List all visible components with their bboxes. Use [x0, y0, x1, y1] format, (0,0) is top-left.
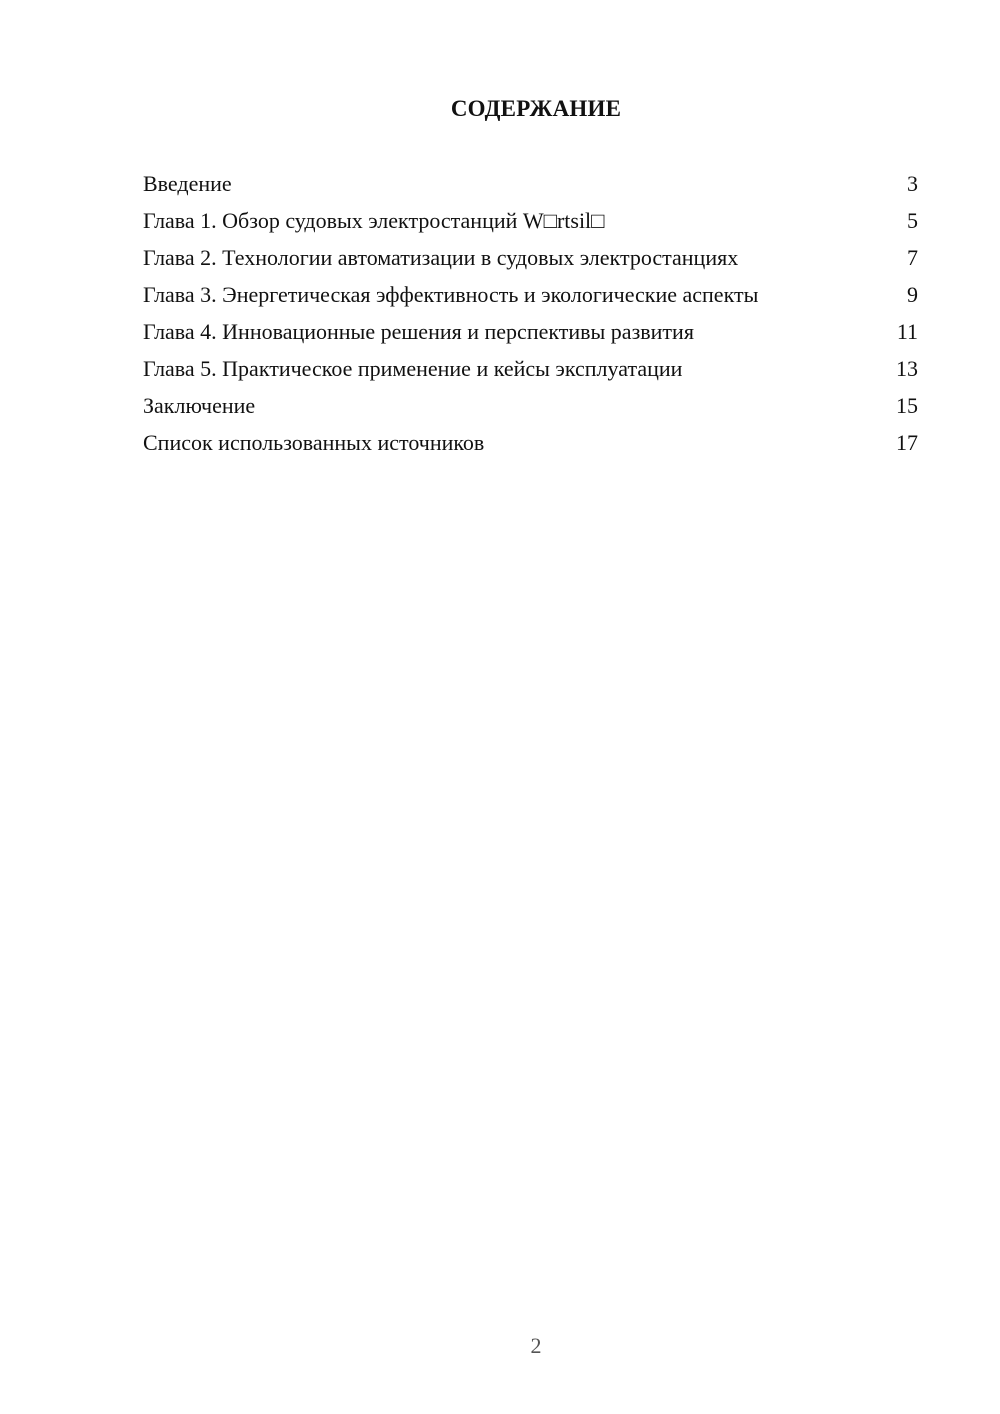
toc-entry-label: Введение	[143, 171, 232, 196]
toc-entry-page-number: 3	[907, 171, 918, 196]
toc-entry-label: Глава 5. Практическое применение и кейсы эксплуатации	[143, 356, 683, 381]
toc-entry-label: Глава 2. Технологии автоматизации в судовых электростанциях	[143, 245, 739, 270]
toc-entry-label: Глава 3. Энергетическая эффективность и экологические аспекты	[143, 282, 759, 307]
toc-entry-chapter-2[interactable]	[143, 244, 918, 271]
toc-entry-chapter-5[interactable]	[143, 355, 918, 382]
toc-title: СОДЕРЖАНИЕ	[450, 96, 622, 121]
toc-entry-page-number: 17	[896, 430, 918, 455]
toc-entry-label: Глава 4. Инновационные решения и перспективы развития	[143, 319, 694, 344]
page-number: 2	[530, 1333, 542, 1358]
toc-entry-references[interactable]	[143, 429, 918, 456]
toc-entry-page-number: 5	[907, 208, 918, 233]
toc-entry-page-number: 15	[896, 393, 918, 418]
toc-entry-chapter-1[interactable]	[143, 207, 918, 234]
toc-entry-chapter-3[interactable]	[143, 281, 918, 308]
toc-entry-label: Список использованных источников	[143, 430, 485, 455]
toc-entry-page-number: 13	[896, 356, 918, 381]
toc-entry-chapter-4[interactable]	[143, 318, 918, 345]
toc-entry-label: Заключение	[143, 393, 256, 418]
toc-entry-page-number: 11	[896, 319, 918, 344]
toc-entry-page-number: 7	[907, 245, 918, 270]
toc-entry-conclusion[interactable]	[143, 392, 918, 419]
toc-entry-introduction[interactable]	[143, 170, 918, 197]
toc-entry-page-number: 9	[907, 282, 918, 307]
table-of-contents	[143, 170, 918, 466]
toc-entry-label: Глава 1. Обзор судовых электростанций W□rtsil□	[143, 208, 605, 233]
